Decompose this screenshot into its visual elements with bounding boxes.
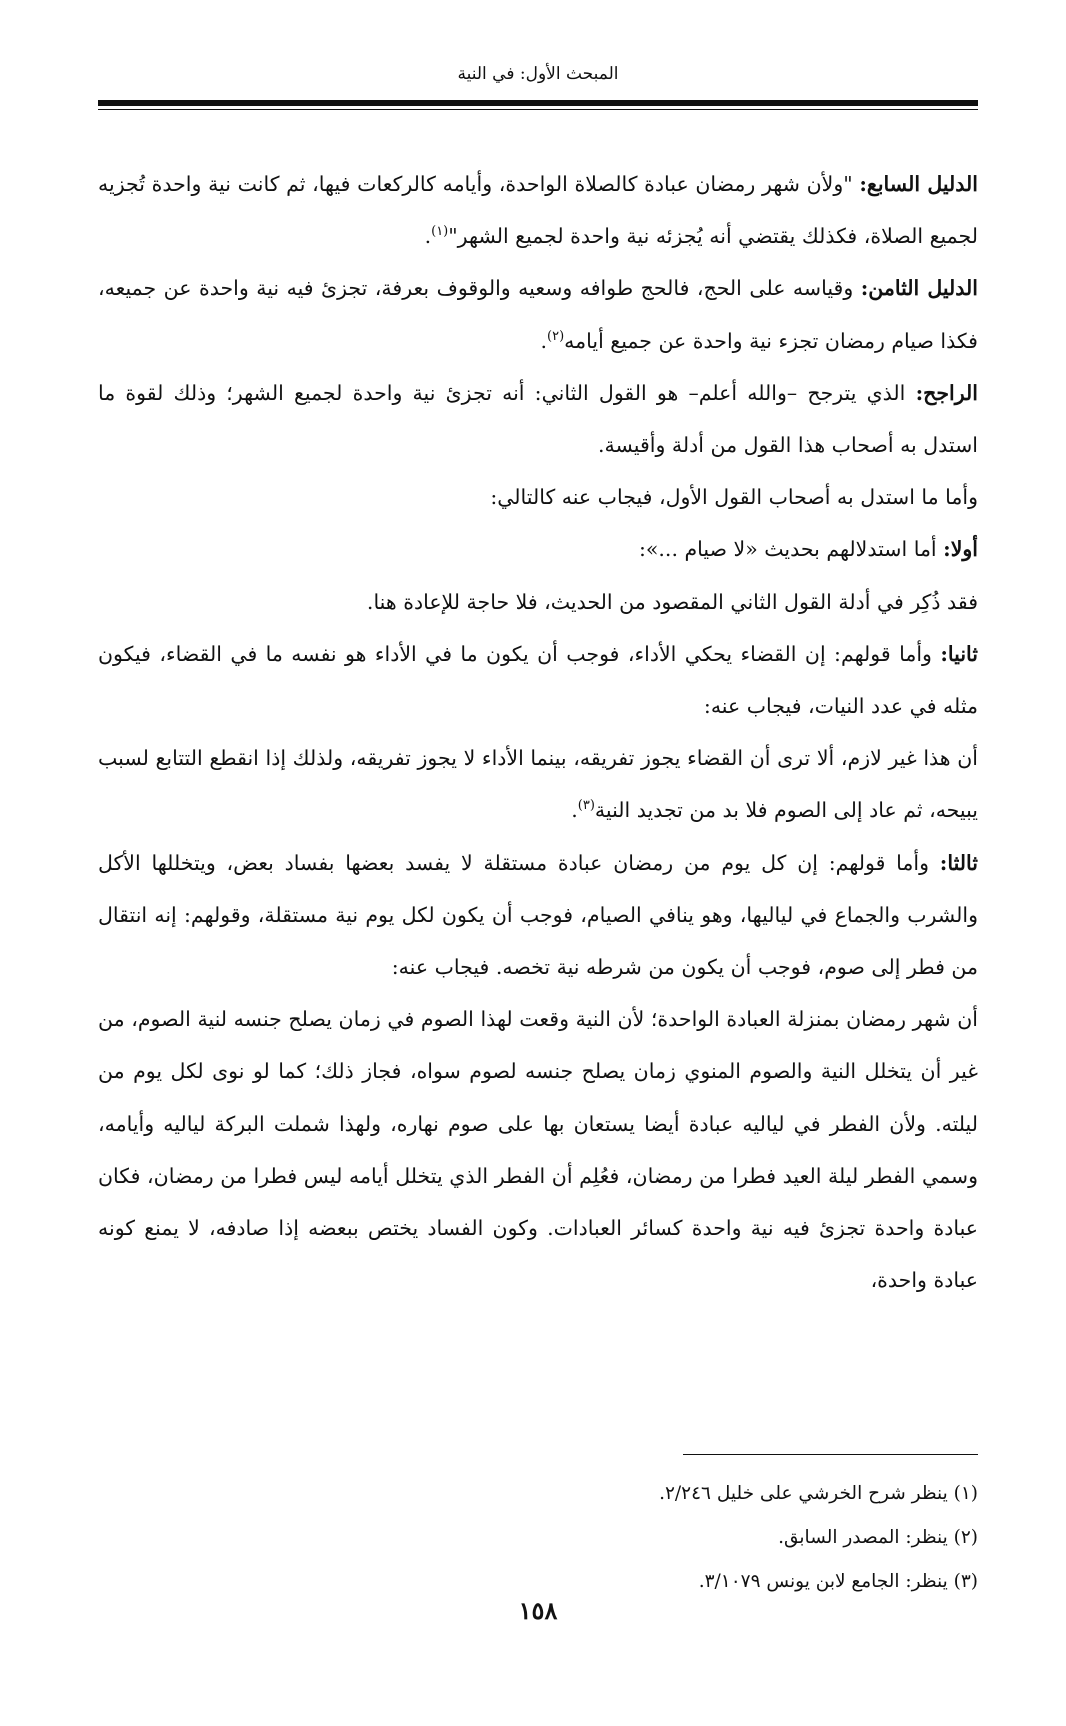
paragraph-text: فقد ذُكِر في أدلة القول الثاني المقصود من الحديث، فلا حاجة للإعادة هنا.	[366, 589, 978, 614]
running-header: المبحث الأول: في النية	[457, 64, 619, 84]
paragraph	[98, 837, 978, 994]
paragraph-text: أما استدلالهم بحديث «لا صيام ...»:	[638, 537, 944, 562]
footnote: (١) ينظر شرح الخرشي على خليل ٢/٢٤٦.	[659, 1483, 978, 1504]
paragraph-lead: ثانيا:	[940, 641, 978, 666]
paragraph-tail: .	[424, 224, 432, 249]
page-number: ١٥٨	[518, 1596, 558, 1625]
paragraph-lead: أولا:	[943, 537, 978, 562]
paragraph-lead: الدليل السابع:	[859, 172, 978, 196]
paragraph-text: "ولأن شهر رمضان عبادة كالصلاة الواحدة، وأيامه كالركعات فيها، ثم كانت نية واحدة تُجزيه لجميع الصلاة، فكذلك يقتضي أنه يُجزئه نية واحدة لجميع الشهر"	[98, 172, 978, 249]
paragraph-text: أن هذا غير لازم، ألا ترى أن القضاء يجوز تفريقه، بينما الأداء لا يجوز تفريقه، ولذلك إذا انقطع التتابع لسبب يبيحه، ثم عاد إلى الصوم فلا بد من تجديد النية	[98, 746, 978, 823]
paragraph	[98, 732, 978, 836]
paragraph	[98, 367, 978, 471]
paragraph	[98, 628, 978, 732]
footnote-ref: (١)	[431, 224, 449, 240]
body-text	[98, 158, 978, 1306]
paragraph-text: وأما قولهم: إن كل يوم من رمضان عبادة مستقلة لا يفسد بعضها بفساد بعض، ويتخللها الأكل والشرب والجماع في لياليها، وهو ينافي الصيام، فوجب أن يكون لكل يوم نية مستقلة، وقولهم: إنه انتقال من فطر إلى صوم، فوجب أن يكون من شرطه نية تخصه. فيجاب عنه:	[98, 850, 978, 980]
paragraph-tail: .	[571, 798, 578, 823]
paragraph	[98, 262, 978, 366]
footnote-ref: (٣)	[577, 798, 595, 814]
paragraph-lead: ثالثا:	[939, 850, 978, 875]
paragraph-text: وأما ما استدل به أصحاب القول الأول، فيجاب عنه كالتالي:	[490, 485, 978, 510]
paragraph	[98, 993, 978, 1306]
paragraph	[98, 523, 978, 575]
footnotes	[98, 1472, 978, 1604]
paragraph	[98, 576, 978, 628]
footnote: (٢) ينظر: المصدر السابق.	[778, 1527, 978, 1548]
paragraph-text: الذي يترجح –والله أعلم– هو القول الثاني: أنه تجزئ نية واحدة لجميع الشهر؛ وذلك لقوة ما استدل به أصحاب هذا القول من أدلة وأقيسة.	[98, 380, 978, 458]
paragraph-lead: الدليل الثامن:	[860, 276, 978, 301]
header-rule	[98, 100, 978, 106]
paragraph-text: أن شهر رمضان بمنزلة العبادة الواحدة؛ لأن النية وقعت لهذا الصوم في زمان يصلح جنسه لنية الصوم، من غير أن يتخلل النية والصوم المنوي زمان يصلح جنسه لصوم سواه، فجاز ذلك؛ كما لو نوى لكل يوم من ليلته. ولأن الفطر في لياليه عبادة أيضا يستعان بها على صوم نهاره، ولهذا شملت البركة لياليه وأيامه، وسمي الفطر ليلة العيد فطرا من رمضان، فعُلِم أن الفطر الذي يتخلل أيامه ليس فطرا من رمضان، فكان عبادة واحدة تجزئ فيه نية واحدة كسائر العبادات. وكون الفساد يختص ببعضه إذا صادفه، لا يمنع كونه عبادة واحدة،	[98, 1007, 978, 1293]
footnote-separator	[683, 1454, 978, 1455]
paragraph-tail: .	[540, 328, 548, 353]
footnote: (٣) ينظر: الجامع لابن يونس ٣/١٠٧٩.	[698, 1571, 978, 1592]
paragraph	[98, 471, 978, 523]
paragraph-lead: الراجح:	[915, 380, 978, 405]
paragraph-text: وأما قولهم: إن القضاء يحكي الأداء، فوجب أن يكون ما في الأداء هو نفسه ما في القضاء، فيكون مثله في عدد النيات، فيجاب عنه:	[98, 641, 978, 719]
paragraph-text: وقياسه على الحج، فالحج طوافه وسعيه والوقوف بعرفة، تجزئ فيه نية واحدة عن جميعه، فكذا صيام رمضان تجزء نية واحدة عن جميع أيامه	[98, 276, 978, 353]
paragraph	[98, 158, 978, 262]
footnote-ref: (٢)	[547, 328, 565, 344]
